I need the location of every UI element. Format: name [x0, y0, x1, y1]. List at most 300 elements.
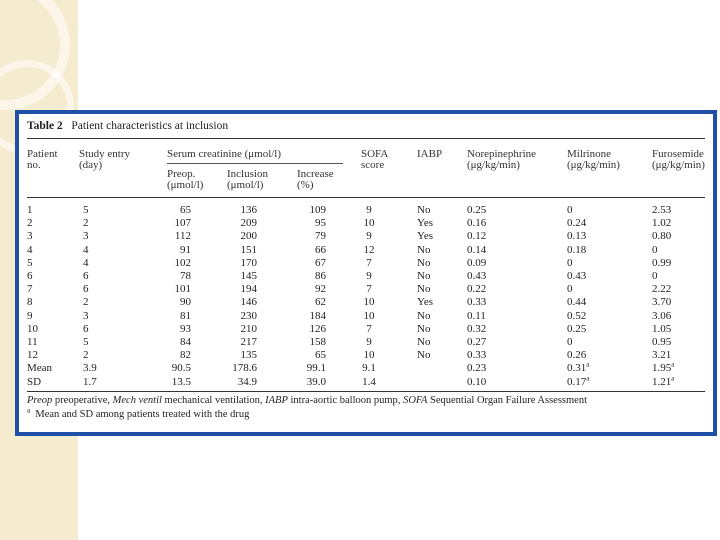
cell-value: 145 [240, 270, 257, 282]
cell-patient [27, 283, 33, 295]
cell-value: 200 [240, 230, 257, 243]
cell-preop [151, 323, 191, 335]
cell-value: 0.14 [467, 243, 487, 256]
cell-value: 0.24 [567, 217, 587, 230]
cell-inclusion [217, 244, 257, 256]
cell-increase [286, 230, 326, 242]
footnote-definition: preoperative, [52, 395, 113, 406]
cell-sofa [354, 310, 384, 322]
cell-patient [27, 310, 33, 322]
cell-value: 10 [363, 309, 375, 322]
cell-value: 6 [83, 283, 89, 296]
cell-patient [27, 296, 33, 308]
cell-study-entry [83, 270, 89, 282]
header-iabp: IABP [417, 148, 443, 160]
cell-increase [286, 376, 326, 388]
cell-value: 4 [83, 243, 89, 256]
cell-iabp [417, 230, 433, 242]
cell-value: 5 [83, 204, 89, 216]
cell-increase [286, 310, 326, 322]
cell-value: 1.7 [83, 375, 97, 388]
footnote-abbreviation: IABP [265, 395, 288, 406]
superscript-mark: a [671, 373, 675, 382]
cell-furosemide [652, 230, 671, 242]
cell-value: No [417, 336, 431, 348]
header-preop: (μmol/l) [167, 179, 204, 191]
cell-value: 9 [366, 204, 372, 216]
cell-sofa [354, 217, 384, 229]
cell-value: 13.5 [171, 375, 191, 388]
cell-value: 2.53 [652, 204, 672, 216]
cell-study-entry [83, 230, 89, 242]
cell-preop [151, 230, 191, 242]
cell-value: 178.6 [232, 362, 257, 375]
cell-value: 0 [567, 336, 573, 348]
cell-furosemide [652, 310, 671, 322]
cell-iabp [417, 283, 430, 295]
cell-value: No [417, 283, 431, 296]
cell-increase [286, 204, 326, 216]
cell-increase [286, 283, 326, 295]
cell-study-entry [83, 362, 97, 374]
cell-norepinephrine [467, 230, 486, 242]
superscript-mark: a [586, 360, 590, 369]
cell-value: 4 [83, 256, 89, 269]
cell-value: Yes [417, 296, 434, 309]
cell-value: Yes [417, 217, 434, 230]
footnote-definition: intra-aortic balloon pump, [287, 395, 404, 406]
cell-value: 3 [27, 230, 33, 243]
cell-value: 209 [240, 217, 257, 230]
cell-increase [286, 349, 326, 361]
cell-value: 107 [174, 217, 191, 230]
cell-preop [151, 362, 191, 374]
cell-patient [27, 362, 52, 374]
cell-inclusion [217, 310, 257, 322]
cell-norepinephrine [467, 323, 486, 335]
footnote-text: Mean and SD among patients treated with the drug [35, 409, 250, 420]
cell-preop [151, 336, 191, 348]
cell-value: 2.22 [652, 283, 672, 296]
cell-preop [151, 349, 191, 361]
header-milrinone: Milrinone [567, 148, 611, 160]
cell-value: 170 [240, 256, 257, 269]
cell-value: 66 [315, 243, 326, 256]
cell-milrinone [567, 204, 573, 216]
cell-value: 0.43 [467, 270, 487, 282]
cell-furosemide [652, 296, 671, 308]
cell-value: 0 [567, 256, 573, 269]
cell-inclusion [217, 283, 257, 295]
cell-milrinone [567, 323, 586, 335]
cell-preop [151, 217, 191, 229]
cell-value: No [417, 256, 431, 269]
cell-value: 2 [83, 296, 89, 309]
cell-milrinone [567, 296, 586, 308]
cell-value: 11 [27, 336, 38, 348]
cell-value: 82 [180, 349, 191, 362]
cell-value: 3 [83, 309, 89, 322]
cell-value: 0 [567, 204, 573, 216]
cell-value: 0.95 [652, 336, 672, 348]
cell-value: No [417, 349, 431, 362]
cell-value: 9 [366, 270, 372, 282]
cell-milrinone [567, 373, 590, 388]
cell-value: 0.27 [467, 336, 487, 348]
cell-value: 151 [240, 243, 257, 256]
cell-increase [286, 296, 326, 308]
cell-value: 6 [83, 270, 89, 282]
cell-study-entry [83, 204, 89, 216]
cell-value: 7 [366, 283, 372, 296]
cell-furosemide [652, 217, 671, 229]
cell-furosemide [652, 362, 674, 374]
cell-value: 0.99 [652, 256, 672, 269]
header-sofa: SOFA [361, 148, 389, 160]
top-rule [27, 138, 705, 139]
cell-value: 3.70 [652, 296, 672, 309]
cell-patient [27, 257, 33, 269]
cell-value: 210 [240, 322, 257, 335]
cell-inclusion [217, 217, 257, 229]
cell-value: 10 [27, 322, 38, 335]
cell-sofa [354, 230, 384, 242]
cell-milrinone [567, 336, 573, 348]
footnote-superscript [27, 406, 250, 420]
cell-value: No [417, 309, 431, 322]
cell-value: 184 [309, 309, 326, 322]
cell-value: 1.21 [652, 375, 672, 388]
header-inclusion: Inclusion [227, 168, 268, 180]
cell-study-entry [83, 323, 89, 335]
cell-sofa [354, 336, 384, 348]
cell-sofa [354, 323, 384, 335]
cell-increase [286, 244, 326, 256]
cell-value: 112 [174, 230, 191, 243]
cell-value: No [417, 322, 431, 335]
cell-value: 146 [240, 296, 257, 309]
cell-sofa [354, 204, 384, 216]
cell-value: 3.21 [652, 349, 672, 362]
serum-group-rule [167, 163, 343, 164]
superscript-mark: a [586, 373, 590, 382]
cell-value: 9.1 [362, 362, 376, 375]
cell-value: 0.17 [567, 375, 587, 388]
cell-norepinephrine [467, 217, 486, 229]
cell-value: 4 [27, 243, 33, 256]
cell-iabp [417, 257, 430, 269]
cell-preop [151, 310, 191, 322]
footnote-abbreviation: Mech ventil [112, 395, 162, 406]
cell-value: 1.05 [652, 322, 672, 335]
cell-value: 0.23 [467, 362, 487, 375]
cell-patient [27, 349, 38, 361]
cell-value: 0.52 [567, 309, 587, 322]
footnote-abbreviation: Preop [27, 395, 53, 406]
cell-value: 0.31 [567, 362, 587, 375]
cell-study-entry [83, 349, 89, 361]
cell-sofa [354, 283, 384, 295]
cell-value: 99.1 [306, 362, 326, 375]
table-title: Patient characteristics at inclusion [71, 120, 229, 132]
cell-increase [286, 336, 326, 348]
cell-norepinephrine [467, 349, 486, 361]
cell-value: 10 [363, 349, 375, 362]
cell-value: 9 [27, 309, 33, 322]
cell-milrinone [567, 244, 586, 256]
header-preop: Preop. [167, 168, 196, 180]
cell-value: 3.9 [83, 362, 97, 375]
cell-value: 93 [180, 322, 191, 335]
cell-value: 0.18 [567, 243, 587, 256]
cell-iabp [417, 244, 430, 256]
cell-sofa [354, 257, 384, 269]
header-study-entry: (day) [79, 159, 103, 171]
cell-furosemide [652, 283, 671, 295]
cell-iabp [417, 336, 430, 348]
cell-furosemide [652, 349, 671, 361]
footnote-abbreviation: SOFA [403, 395, 428, 406]
cell-milrinone [567, 310, 586, 322]
cell-value: Mean [27, 362, 53, 375]
cell-sofa [354, 362, 384, 374]
cell-patient [27, 244, 33, 256]
cell-value: Yes [417, 230, 434, 243]
cell-value: 1.02 [652, 217, 672, 230]
cell-value: 0.32 [467, 322, 487, 335]
header-increase: (%) [297, 179, 314, 191]
cell-sofa [354, 376, 384, 388]
cell-milrinone [567, 257, 573, 269]
cell-preop [151, 270, 191, 282]
cell-value: 0.33 [467, 296, 487, 309]
bottom-rule [27, 391, 705, 392]
cell-value: 62 [315, 296, 326, 309]
cell-value: 0.10 [467, 375, 487, 388]
cell-increase [286, 257, 326, 269]
cell-value: 5 [27, 256, 33, 269]
cell-value: 39.0 [306, 375, 326, 388]
cell-value: 1 [27, 204, 33, 216]
cell-preop [151, 283, 191, 295]
cell-value: No [417, 204, 431, 216]
cell-furosemide [652, 257, 671, 269]
cell-value: 217 [240, 336, 257, 348]
cell-norepinephrine [467, 270, 486, 282]
cell-furosemide [652, 336, 671, 348]
cell-value: 84 [180, 336, 191, 348]
cell-patient [27, 323, 38, 335]
cell-value: 8 [27, 296, 33, 309]
cell-study-entry [83, 283, 89, 295]
cell-iabp [417, 323, 430, 335]
cell-furosemide [652, 204, 671, 216]
cell-value: 0 [652, 243, 658, 256]
cell-sofa [354, 349, 384, 361]
cell-value: 0.16 [467, 217, 487, 230]
cell-value: 0 [652, 270, 658, 282]
header-inclusion: (μmol/l) [227, 179, 264, 191]
cell-value: 2 [83, 217, 89, 230]
cell-milrinone [567, 217, 586, 229]
cell-value: SD [27, 375, 42, 388]
cell-inclusion [217, 257, 257, 269]
cell-patient [27, 204, 33, 216]
cell-furosemide [652, 244, 658, 256]
cell-value: 10 [363, 217, 375, 230]
cell-value: 0 [567, 283, 573, 296]
cell-value: 79 [315, 230, 326, 243]
cell-norepinephrine [467, 204, 486, 216]
header-patient: Patient [27, 148, 58, 160]
cell-norepinephrine [467, 362, 486, 374]
header-furosemide: (μg/kg/min) [652, 159, 705, 171]
cell-value: 65 [315, 349, 326, 362]
cell-value: 9 [366, 230, 372, 243]
cell-inclusion [217, 204, 257, 216]
header-serum-creatinine: Serum creatinine (μmol/l) [167, 148, 282, 160]
cell-preop [151, 296, 191, 308]
cell-value: 194 [240, 283, 257, 296]
cell-patient [27, 376, 41, 388]
cell-iabp [417, 270, 430, 282]
cell-value: 0.33 [467, 349, 487, 362]
cell-study-entry [83, 296, 89, 308]
cell-patient [27, 336, 38, 348]
header-norepinephrine: Norepinephrine [467, 148, 537, 160]
cell-value: 0.44 [567, 296, 587, 309]
cell-inclusion [217, 362, 257, 374]
cell-value: 12 [363, 243, 375, 256]
cell-value: 0.12 [467, 230, 487, 243]
cell-value: 135 [240, 349, 257, 362]
footnote-abbreviations [27, 395, 587, 406]
cell-inclusion [217, 336, 257, 348]
cell-value: 81 [180, 309, 191, 322]
cell-value: 78 [180, 270, 191, 282]
cell-preop [151, 257, 191, 269]
header-study-entry: Study entry [79, 148, 131, 160]
cell-value: 102 [174, 256, 191, 269]
cell-value: 0.25 [467, 204, 487, 216]
cell-value: No [417, 270, 431, 282]
cell-value: 0.11 [467, 309, 486, 322]
cell-study-entry [83, 336, 89, 348]
cell-inclusion [217, 230, 257, 242]
cell-study-entry [83, 257, 89, 269]
cell-norepinephrine [467, 283, 486, 295]
cell-value: 101 [174, 283, 191, 296]
cell-value: 230 [240, 309, 257, 322]
cell-study-entry [83, 217, 89, 229]
cell-value: No [417, 243, 431, 256]
cell-value: 7 [366, 322, 372, 335]
cell-value: 95 [315, 217, 326, 230]
cell-sofa [354, 244, 384, 256]
cell-norepinephrine [467, 336, 486, 348]
cell-value: 7 [366, 256, 372, 269]
cell-patient [27, 230, 33, 242]
cell-inclusion [217, 376, 257, 388]
footnote-mark: a [27, 406, 31, 415]
cell-value: 12 [27, 349, 38, 362]
footnote-definition: mechanical ventilation, [161, 395, 266, 406]
cell-inclusion [217, 349, 257, 361]
cell-iabp [417, 310, 430, 322]
cell-value: 2 [27, 217, 33, 230]
cell-value: 0.09 [467, 256, 487, 269]
cell-value: 1.95 [652, 362, 672, 375]
cell-study-entry [83, 310, 89, 322]
cell-value: 0.22 [467, 283, 487, 296]
cell-norepinephrine [467, 257, 486, 269]
header-furosemide: Furosemide [652, 148, 704, 160]
cell-value: 5 [83, 336, 89, 348]
cell-milrinone [567, 270, 586, 282]
cell-preop [151, 376, 191, 388]
header-milrinone: (μg/kg/min) [567, 159, 620, 171]
cell-sofa [354, 296, 384, 308]
header-rule [27, 197, 705, 198]
cell-value: 86 [315, 270, 326, 282]
cell-inclusion [217, 323, 257, 335]
cell-inclusion [217, 270, 257, 282]
cell-milrinone [567, 362, 589, 374]
cell-furosemide [652, 373, 675, 388]
superscript-mark: a [671, 360, 675, 369]
cell-study-entry [83, 376, 97, 388]
cell-increase [286, 217, 326, 229]
footnote-definition: Sequential Organ Failure Assessment [427, 395, 587, 406]
header-sofa: score [361, 159, 385, 171]
cell-inclusion [217, 296, 257, 308]
cell-iabp [417, 204, 430, 216]
cell-norepinephrine [467, 376, 486, 388]
cell-value: 0.43 [567, 270, 587, 282]
cell-value: 6 [27, 270, 33, 282]
cell-value: 34.9 [237, 375, 257, 388]
cell-value: 90.5 [171, 362, 191, 375]
cell-value: 3.06 [652, 309, 672, 322]
cell-iabp [417, 217, 433, 229]
header-increase: Increase [297, 168, 334, 180]
cell-value: 3 [83, 230, 89, 243]
header-patient: no. [27, 159, 41, 171]
cell-increase [286, 270, 326, 282]
cell-norepinephrine [467, 310, 486, 322]
cell-value: 1.4 [362, 375, 376, 388]
cell-value: 91 [180, 243, 191, 256]
header-norepinephrine: (μg/kg/min) [467, 159, 520, 171]
table-figure [15, 110, 717, 436]
cell-value: 0.25 [567, 322, 587, 335]
cell-value: 92 [315, 283, 326, 296]
cell-iabp [417, 349, 430, 361]
cell-furosemide [652, 270, 658, 282]
table-number: Table 2 [27, 120, 63, 132]
table-caption [27, 120, 228, 132]
cell-study-entry [83, 244, 89, 256]
cell-value: 2 [83, 349, 89, 362]
cell-value: 126 [309, 322, 326, 335]
cell-milrinone [567, 283, 573, 295]
cell-patient [27, 270, 33, 282]
cell-value: 7 [27, 283, 33, 296]
cell-value: 10 [363, 296, 375, 309]
cell-value: 0.26 [567, 349, 587, 362]
cell-value: 9 [366, 336, 372, 348]
cell-value: 0.80 [652, 230, 672, 243]
